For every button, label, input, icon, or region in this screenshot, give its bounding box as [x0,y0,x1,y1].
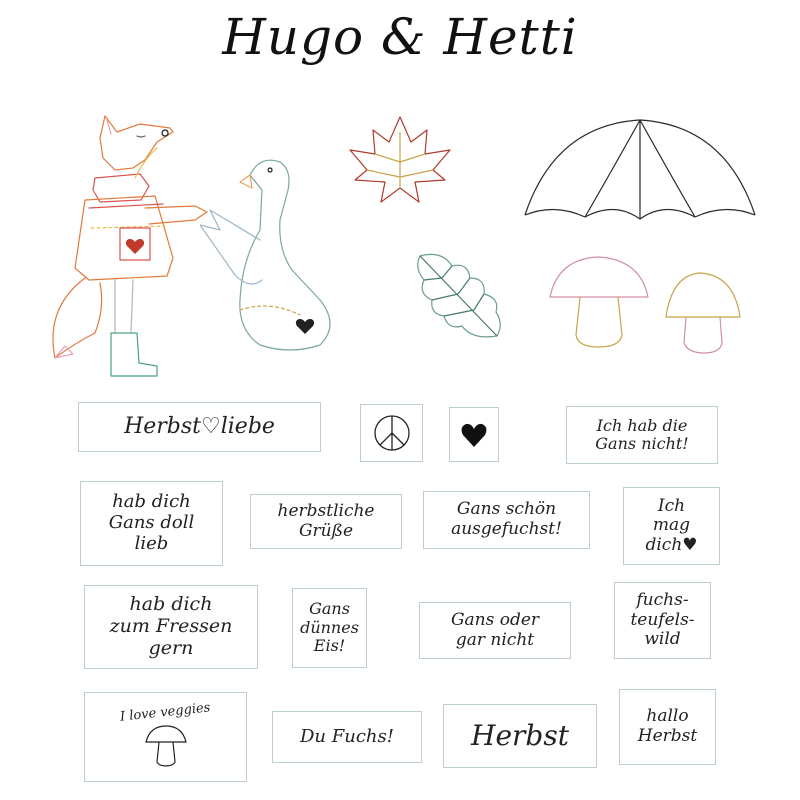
stamp-peace [360,404,423,462]
stamp-text: herbstliche Grüße [277,500,375,541]
stamp-gans-oder-gar-nicht [419,602,571,659]
page-title: Hugo & Hetti [222,8,578,66]
stamp-text: fuchs- teufels- wild [630,590,695,650]
stamp-hab-dich-gans-doll [80,481,223,566]
stamp-text: Gans schön ausgefuchst! [451,499,562,539]
mushroom-icon [548,255,758,360]
stamp-herbstliebe [78,402,321,452]
heart-icon [460,421,488,449]
mushroom-icon [144,724,188,768]
stamp-ich-mag-dich [623,487,720,565]
stamp-text: Ich hab die Gans nicht! [595,415,689,453]
stamp-gans-duennes-eis [292,588,367,668]
stamp-text: hab dich zum Fressen gern [109,593,233,659]
stamp-gans-schoen [423,491,590,549]
stamp-fuchsteufelswild [614,582,711,659]
stamp-text: Ich mag dich♥ [645,495,698,555]
umbrella-icon [515,115,765,225]
stamp-text: hallo Herbst [637,706,698,746]
stamp-text: Herbst [471,718,569,752]
stamp-text: hab dich Gans doll lieb [108,491,195,554]
stamp-text: Gans oder gar nicht [450,609,540,650]
stamp-du-fuchs [272,711,422,763]
oak-leaf-icon [412,248,507,343]
stamp-ich-hab-die-gans [566,406,718,464]
goose-icon [200,150,360,360]
stamp-text: Herbst♡liebe [124,414,275,440]
fox-icon [45,108,215,388]
stamp-i-love-veggies [84,692,247,782]
stamp-hallo-herbst [619,689,716,765]
peace-icon [372,413,412,453]
stamp-text: I love veggies [119,699,212,725]
stamp-heart [449,407,499,462]
maple-leaf-icon [345,112,455,217]
stamp-text: Gans dünnes Eis! [300,599,359,656]
stamp-hab-dich-zum-fressen [84,585,258,669]
stamp-herbst [443,704,597,768]
stamp-text: Du Fuchs! [300,725,394,747]
stamp-herbstliche-gruesse [250,494,402,549]
